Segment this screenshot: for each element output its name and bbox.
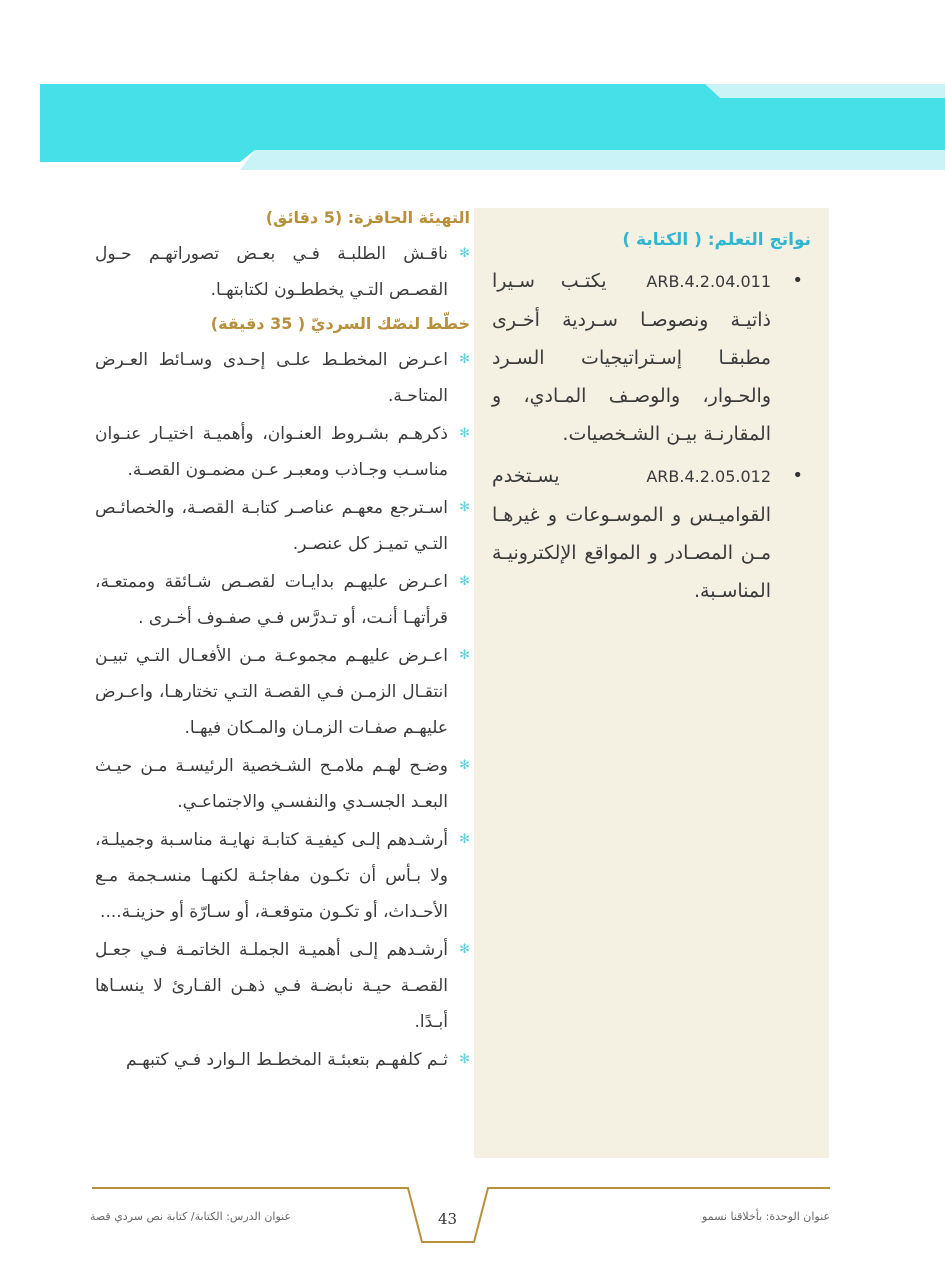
list-item: ✻ ذكرهـم بشـروط العنـوان، وأهميـة اختيـار عنـوان مناسـب وجـاذب ومعبـر عـن مضمـون القصـة. xyxy=(95,416,470,488)
outcome-text: يكتـب سـيرا ذاتيـة ونصوصـا سـردية أخـرى مطبقـا إسـتراتيجيات السـرد والحـوار، والوصـف المـادي، و المقارنـة بيـن الشـخصيات. xyxy=(492,270,771,445)
star-bullet-icon: ✻ xyxy=(459,648,470,663)
list-item: ✻ اعـرض المخطـط علـى إحـدى وسـائط العـرض المتاحـة. xyxy=(95,342,470,414)
star-bullet-icon: ✻ xyxy=(459,942,470,957)
footer-lesson-title: عنوان الدرس: الكتابة/ كتابة نص سردي قصة xyxy=(90,1210,292,1223)
footer-unit-title: عنوان الوحدة: بأخلاقنا نسمو xyxy=(702,1210,830,1223)
list-item: ✻ ثـم كلفهـم بتعبئـة المخطـط الـوارد فـي كتبهـم xyxy=(95,1042,470,1078)
plan-heading: خطّط لنصّك السرديّ ( 35 دقيقة) xyxy=(210,314,470,333)
star-bullet-icon: ✻ xyxy=(459,246,470,261)
list-item: ✻ وضـح لهـم ملامـح الشـخصية الرئيسـة مـن حيـث البعـد الجسـدي والنفسـي والاجتماعـي. xyxy=(95,748,470,820)
list-item: ✻ اعـرض عليهـم بدايـات لقصـص شـائقة وممتعـة، قرأتهـا أنـت، أو تـدرَّس فـي صفـوف أخـرى . xyxy=(95,564,470,636)
list-item: ✻ أرشـدهم إلـى أهميـة الجملـة الخاتمـة فـي جعـل القصـة حيـة نابضـة فـي ذهـن القـارئ لا ينسـاها أبـدًا. xyxy=(95,932,470,1040)
outcome-item xyxy=(474,457,829,610)
star-bullet-icon: ✻ xyxy=(459,352,470,367)
list-item: ✻ أرشـدهم إلـى كيفيـة كتابـة نهايـة مناسـبة وجميلـة، ولا بـأس أن تكـون مفاجئـة لكنهـا منسـجمة مـع الأحـداث، أو تكـون متوقعـة، أو سـارّة أو حزينـة.... xyxy=(95,822,470,930)
outcome-item xyxy=(474,262,829,453)
star-bullet-icon: ✻ xyxy=(459,500,470,515)
warmup-list xyxy=(95,236,470,308)
bullet-icon: • xyxy=(792,270,803,291)
outcomes-title: نواتج التعلم: ( الكتابة ) xyxy=(622,230,811,250)
lesson-steps xyxy=(95,206,470,1080)
star-bullet-icon: ✻ xyxy=(459,758,470,773)
list-item: ✻ اعـرض عليهـم مجموعـة مـن الأفعـال التـي تبيـن انتقـال الزمـن فـي القصـة التـي تختارهـا، واعـرض عليهـم صفـات الزمـان والمـكان فيهـا. xyxy=(95,638,470,746)
bullet-icon: • xyxy=(792,465,803,486)
list-item: ✻ اسـترجع معهـم عناصـر كتابـة القصـة، والخصائـص التـي تميـز كل عنصـر. xyxy=(95,490,470,562)
header-banner xyxy=(0,0,945,170)
star-bullet-icon: ✻ xyxy=(459,832,470,847)
warmup-heading: التهيئة الحافزة: (5 دقائق) xyxy=(265,208,470,227)
star-bullet-icon: ✻ xyxy=(459,426,470,441)
outcome-text: يسـتخدم القواميـس و الموسـوعات و غيرهـا مـن المصـادر و المواقع الإلكترونيـة المناسـبة. xyxy=(492,465,771,602)
list-item: ✻ ناقـش الطلبـة فـي بعـض تصوراتهـم حـول القصـص التـي يخططـون لكتابتهـا. xyxy=(95,236,470,308)
star-bullet-icon: ✻ xyxy=(459,574,470,589)
learning-outcomes-panel xyxy=(474,208,829,1158)
star-bullet-icon: ✻ xyxy=(459,1052,470,1067)
plan-list xyxy=(95,342,470,1078)
outcome-code: ARB.4.2.04.011 xyxy=(646,272,772,291)
page-number: 43 xyxy=(437,1210,458,1228)
outcome-code: ARB.4.2.05.012 xyxy=(646,467,771,486)
